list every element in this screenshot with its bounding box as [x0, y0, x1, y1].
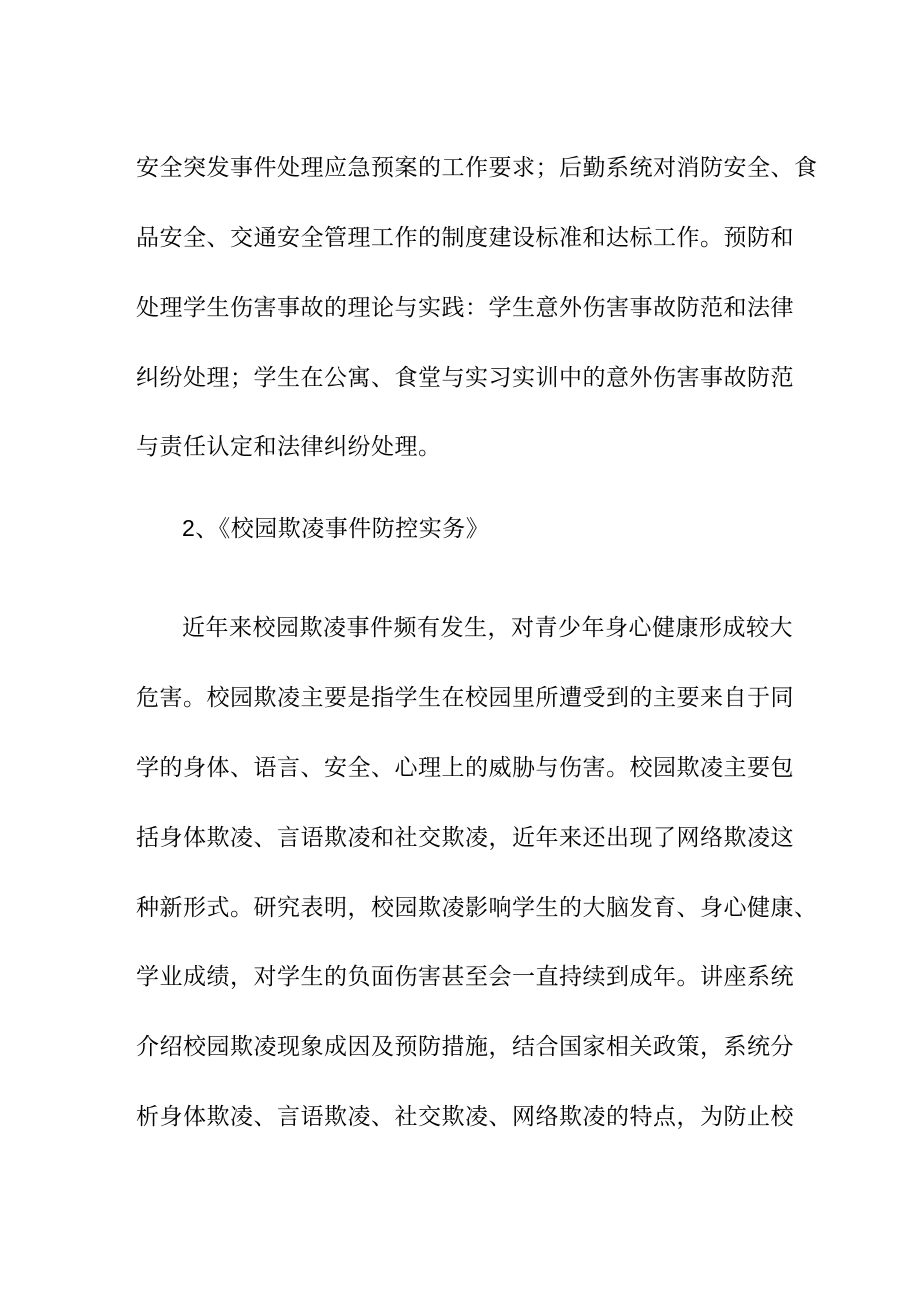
paragraph-line: 种新形式。研究表明，校园欺凌影响学生的大脑发育、身心健康、 — [136, 895, 818, 921]
paragraph-line: 纠纷处理；学生在公寓、食堂与实习实训中的意外伤害事故防范 — [136, 365, 794, 391]
paragraph-line: 品安全、交通安全管理工作的制度建设标准和达标工作。预防和 — [136, 225, 794, 251]
paragraph-line: 学的身体、语言、安全、心理上的威胁与伤害。校园欺凌主要包 — [136, 755, 794, 781]
paragraph-line-indented: 近年来校园欺凌事件频有发生，对青少年身心健康形成较大 — [182, 615, 793, 641]
paragraph-line: 括身体欺凌、言语欺凌和社交欺凌，近年来还出现了网络欺凌这 — [136, 825, 794, 851]
paragraph-line: 处理学生伤害事故的理论与实践：学生意外伤害事故防范和法律 — [136, 295, 794, 321]
paragraph-line: 析身体欺凌、言语欺凌、社交欺凌、网络欺凌的特点，为防止校 — [136, 1104, 794, 1130]
paragraph-line: 安全突发事件处理应急预案的工作要求；后勤系统对消防安全、食 — [136, 155, 818, 181]
paragraph-line: 介绍校园欺凌现象成因及预防措施，结合国家相关政策，系统分 — [136, 1034, 794, 1060]
heading-number: 2、 — [182, 515, 219, 541]
paragraph-line: 与责任认定和法律纠纷处理。 — [136, 434, 442, 460]
paragraph-line: 学业成绩，对学生的负面伤害甚至会一直持续到成年。讲座系统 — [136, 964, 794, 990]
section-heading — [182, 513, 802, 544]
heading-title: 《校园欺凌事件防控实务》 — [218, 516, 490, 542]
paragraph-line: 危害。校园欺凌主要是指学生在校园里所遭受到的主要来自于同 — [136, 685, 794, 711]
